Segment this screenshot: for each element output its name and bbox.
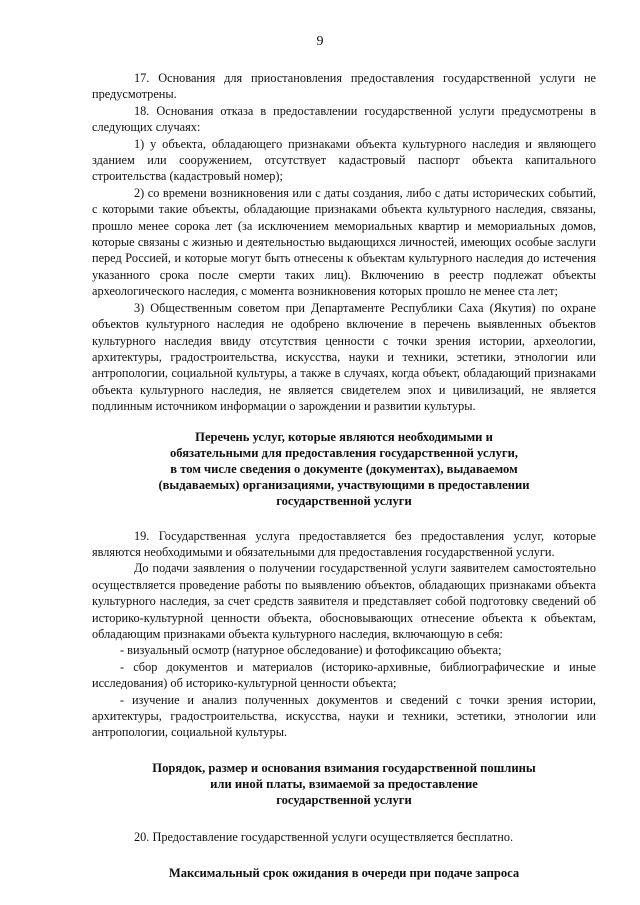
paragraph-18: 18. Основания отказа в предоставлении государственной услуги предусмотрены в следующих случаях: xyxy=(92,103,596,135)
heading-line: Порядок, размер и основания взимания государственной пошлины xyxy=(152,760,536,775)
heading-line: Перечень услуг, которые являются необходимыми и xyxy=(195,429,493,444)
section-services xyxy=(92,528,596,741)
paragraph-20: 20. Предоставление государственной услуги осуществляется бесплатно. xyxy=(134,830,514,845)
heading-line: государственной услуги xyxy=(276,793,412,808)
paragraph-17: 17. Основания для приостановления предоставления государственной услуги не предусмотрены. xyxy=(92,71,596,102)
list-item-3: 3) Общественным советом при Департаменте Республики Саха (Якутия) по охране объектов культурного наследия не одобрено включение в перечень выявленных объектов культурного наследия ввиду отсутствия ценности с точки зрения истории, археологии, архитектуры, градостроительства, искусства, науки и техники, эстетики, этнологии или антропологии, социальной культуры, а также в случаях, когда объект, обладающий признаками объекта культурного наследия, не является свидетелем эпох и цивилизаций, не является подлинным источником информации о зарождении и развитии культуры. xyxy=(92,300,596,414)
list-item-2: 2) со времени возникновения или с даты создания, либо с даты исторических событий, с которыми такие объекты, обладающие признаками объекта культурного наследия, связаны, прошло менее сорока лет (за исключением мемориальных квартир и мемориальных домов, которые связаны с жизнью и деятельностью выдающихся личностей, имеющих особые заслуги перед Россией, и которые могут быть отнесены к объектам культурного наследия до истечения указанного срока после смерти таких лиц). Включению в реестр подлежат объекты археологического наследия, с момента возникновения которых прошло не менее ста лет; xyxy=(92,185,596,299)
bullet-item: - визуальный осмотр (натурное обследование) и фотофиксацию объекта; xyxy=(120,643,502,658)
section-heading-fee xyxy=(92,760,596,809)
heading-line: Максимальный срок ожидания в очереди при подаче запроса xyxy=(168,865,520,880)
document-body xyxy=(92,70,596,881)
heading-line: или иной платы, взимаемой за предоставление xyxy=(210,777,478,792)
bullet-item: - сбор документов и материалов (историко-архивные, библиографические и иные исследования) об историко-культурной ценности объекта; xyxy=(92,659,596,691)
section-heading-queue xyxy=(92,865,596,881)
heading-line: (выдаваемых) организациями, участвующими в предоставлении xyxy=(158,478,530,493)
bullet-item: - изучение и анализ полученных документов и сведений с точки зрения истории, архитектуры, градостроительства, искусства, науки и техники, эстетики, этнологии или антропологии, социальной культуры. xyxy=(92,692,596,740)
heading-line: обязательными для предоставления государственной услуги, xyxy=(169,445,519,460)
section-grounds xyxy=(92,70,596,415)
paragraph-pre-application: До подачи заявления о получении государственной услуги заявителем самостоятельно осуществляется проведение работы по выявлению объектов, обладающих признаками объекта культурного наследия, за счет средств заявителя и представляет собой подготовку сведений об историко-культурной ценности объекта, обосновывающих отнесение объекта к объектам, обладающим признаками объекта культурного наследия, включающую в себя: xyxy=(92,561,596,641)
paragraph-19: 19. Государственная услуга предоставляется без предоставления услуг, которые являются необходимыми и обязательными для предоставления государственной услуги. xyxy=(92,528,596,559)
heading-line: государственной услуги xyxy=(276,494,412,509)
section-heading-services xyxy=(92,429,596,510)
heading-line: в том числе сведения о документе (документах), выдаваемом xyxy=(170,461,518,476)
page-number: 9 xyxy=(316,34,324,49)
list-item-1: 1) у объекта, обладающего признаками объекта культурного наследия и являющего зданием или сооружением, отсутствует кадастровый паспорт объекта капитального строительства (кадастровый номер); xyxy=(92,136,596,184)
